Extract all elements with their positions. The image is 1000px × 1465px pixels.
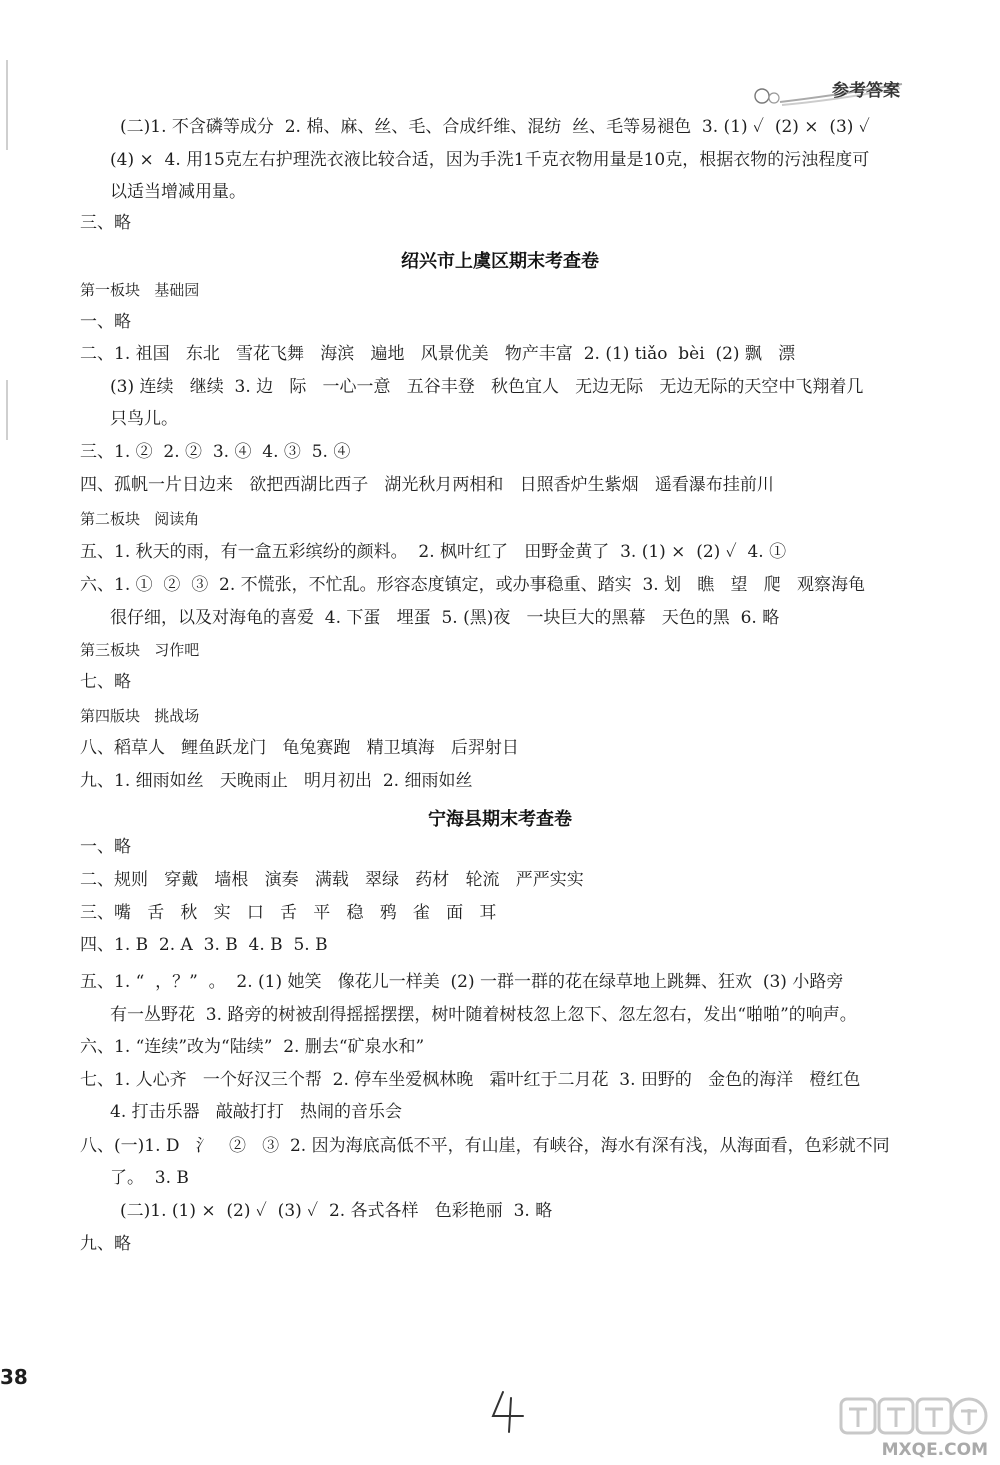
page-number: 38	[0, 1365, 28, 1389]
answer-line: 九、1. 细雨如丝 天晚雨止 明月初出 2. 细雨如丝	[80, 771, 473, 791]
page-edge-shadow	[6, 380, 8, 440]
answer-line: 三、嘴 舌 秋 实 口 舌 平 稳 鸦 雀 面 耳	[80, 903, 497, 923]
block-heading: 第二板块 阅读角	[80, 510, 200, 528]
answer-line: 七、略	[80, 672, 131, 692]
answer-line: 以适当增减用量。	[110, 182, 246, 202]
answer-line: 只鸟儿。	[110, 409, 178, 429]
answer-line: 六、1. ① ② ③ 2. 不慌张，不忙乱。形容态度镇定，或办事稳重、踏实 3. 划 瞧 望 爬 观察海龟	[80, 575, 865, 595]
answer-line: (二)1. 不含磷等成分 2. 棉、麻、丝、毛、合成纤维、混纺 丝、毛等易褪色 3. (1) ✓ (2) × (3) ✓	[120, 117, 870, 137]
answer-line: 八、(一)1. D 氵 ② ③ 2. 因为海底高低不平，有山崖，有峡谷，海水有深有浅，从海面看，色彩就不同	[80, 1136, 890, 1156]
answer-line: 五、1. “ ，？” 。 2. (1) 她笑 像花儿一样美 (2) 一群一群的花在绿草地上跳舞、狂欢 (3) 小路旁	[80, 972, 844, 992]
block-heading: 第三板块 习作吧	[80, 641, 200, 659]
answer-line: 一、略	[80, 837, 131, 857]
answer-line: 七、1. 人心齐 一个好汉三个帮 2. 停车坐爱枫林晚 霜叶红于二月花 3. 田野的 金色的海洋 橙红色	[80, 1070, 861, 1090]
watermark-text: MXQE.COM	[881, 1440, 988, 1460]
answer-line: 三、略	[80, 213, 131, 233]
answer-line: 六、1. “连续”改为“陆续” 2. 删去“矿泉水和”	[80, 1037, 425, 1057]
answer-line: (3) 连续 继续 3. 边 际 一心一意 五谷丰登 秋色宜人 无边无际 无边无际的天空中飞翔着几	[110, 377, 864, 397]
section-title: 绍兴市上虞区期末考查卷	[401, 251, 599, 272]
answer-line: 四、1. B 2. A 3. B 4. B 5. B	[80, 935, 328, 955]
answer-line: (二)1. (1) × (2) ✓ (3) ✓ 2. 各式各样 色彩艳丽 3. 略	[120, 1201, 553, 1221]
answer-line: 二、1. 祖国 东北 雪花飞舞 海滨 遍地 风景优美 物产丰富 2. (1) tiǎo bèi (2) 飘 漂	[80, 344, 796, 364]
answer-line: 了。 3. B	[110, 1168, 189, 1188]
handwritten-four-icon	[487, 1388, 527, 1434]
header-title: 参考答案	[832, 81, 900, 101]
answer-line: 4. 打击乐器 敲敲打打 热闹的音乐会	[110, 1102, 403, 1122]
page-edge-shadow	[6, 60, 8, 150]
answer-line: (4) × 4. 用15克左右护理洗衣液比较合适，因为手洗1千克衣物用量是10克，根据衣物的污浊程度可	[110, 150, 870, 170]
block-heading: 第一板块 基础园	[80, 281, 200, 299]
answer-line: 八、稻草人 鲤鱼跃龙门 龟兔赛跑 精卫填海 后羿射日	[80, 738, 519, 758]
section-title: 宁海县期末考查卷	[428, 809, 572, 830]
answer-line: 五、1. 秋天的雨，有一盒五彩缤纷的颜料。 2. 枫叶红了 田野金黄了 3. (1) × (2) ✓ 4. ①	[80, 542, 787, 562]
answer-line: 九、略	[80, 1234, 131, 1254]
answer-line: 二、规则 穿戴 墙根 演奏 满载 翠绿 药材 轮流 严严实实	[80, 870, 584, 890]
answer-line: 很仔细，以及对海龟的喜爱 4. 下蛋 埋蛋 5. (黑)夜 一块巨大的黑幕 天色的黑 6. 略	[110, 608, 780, 628]
answer-line: 三、1. ② 2. ② 3. ④ 4. ③ 5. ④	[80, 442, 351, 462]
block-heading: 第四版块 挑战场	[80, 707, 200, 725]
answer-line: 有一丛野花 3. 路旁的树被刮得摇摇摆摆，树叶随着树枝忽上忽下、忽左忽右，发出“啪啪”的响声。	[110, 1005, 857, 1025]
answer-line: 一、略	[80, 312, 131, 332]
answer-line: 四、孤帆一片日边来 欲把西湖比西子 湖光秋月两相和 日照香炉生紫烟 遥看瀑布挂前川	[80, 475, 774, 495]
